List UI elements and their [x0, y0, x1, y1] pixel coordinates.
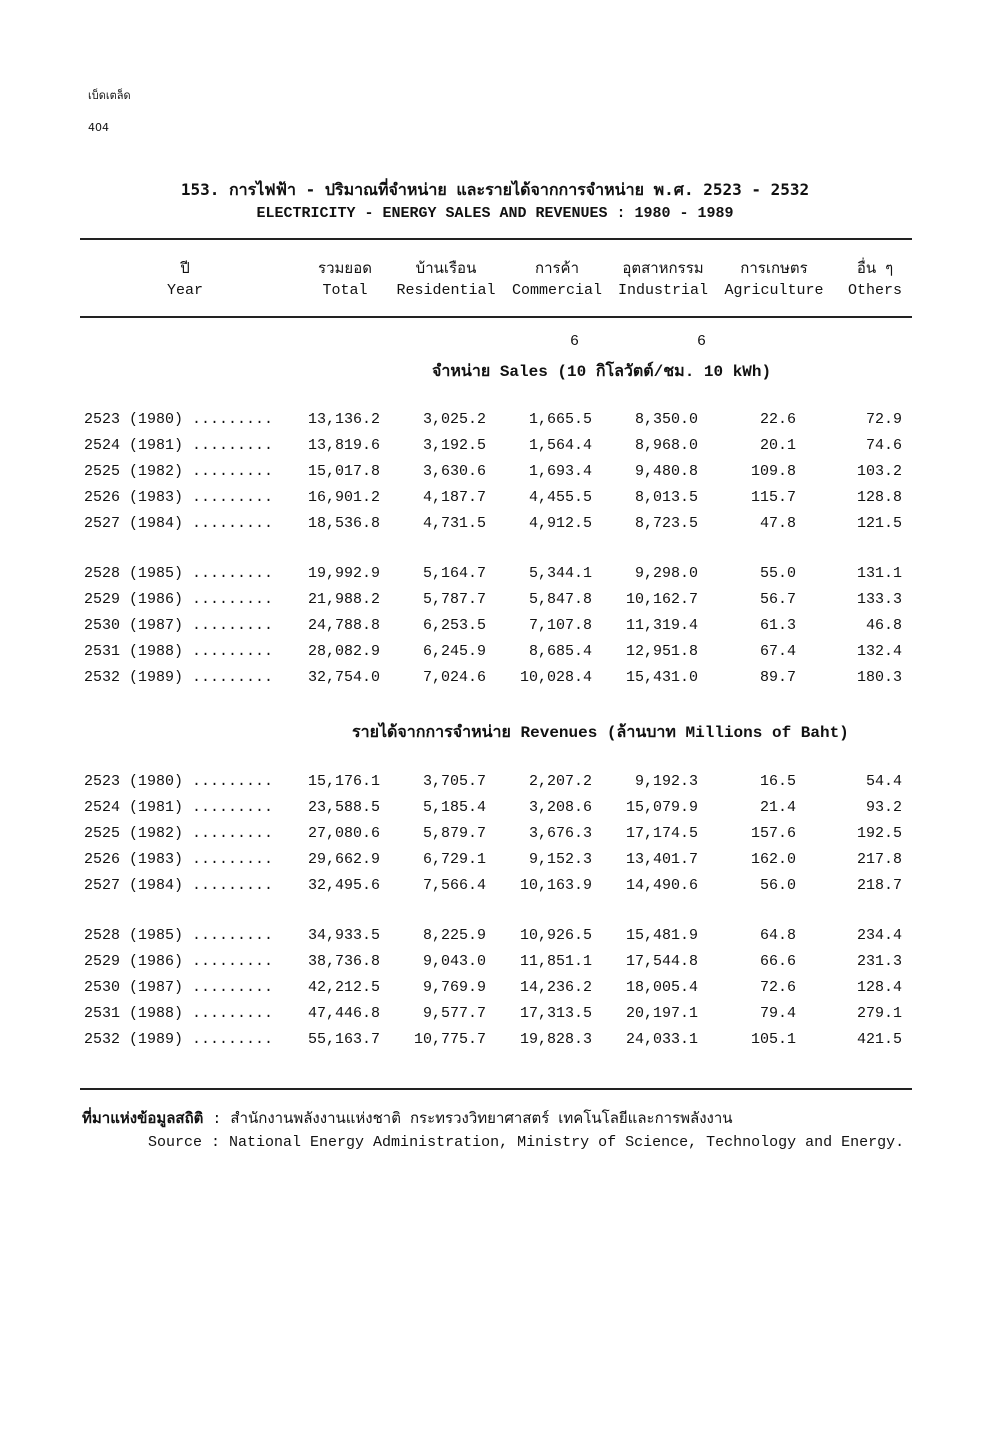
residential-cell: 5,787.7 — [422, 591, 486, 608]
year-cell: 2527 (1984) ......... — [84, 515, 274, 532]
agriculture-cell: 105.1 — [750, 1031, 796, 1048]
others-cell: 279.1 — [856, 1005, 902, 1022]
table-row — [0, 617, 990, 643]
industrial-cell: 14,490.6 — [625, 877, 698, 894]
agriculture-cell: 72.6 — [759, 979, 796, 996]
source-english — [148, 1134, 904, 1151]
table-row — [0, 411, 990, 437]
table-title-thai: 153. การไฟฟ้า - ปริมาณที่จำหน่าย และรายได้จากการจำหน่าย พ.ศ. 2523 - 2532 — [180, 180, 810, 199]
year-cell: 2525 (1982) ......... — [84, 825, 274, 842]
agriculture-cell: 56.7 — [759, 591, 796, 608]
table-row — [0, 437, 990, 463]
total-cell: 27,080.6 — [307, 825, 380, 842]
col-residential-th: บ้านเรือน — [415, 261, 477, 278]
agriculture-cell: 109.8 — [750, 463, 796, 480]
commercial-cell: 17,313.5 — [519, 1005, 592, 1022]
table-row — [0, 825, 990, 851]
year-cell: 2530 (1987) ......... — [84, 979, 274, 996]
total-cell: 21,988.2 — [307, 591, 380, 608]
bottom-rule — [80, 1088, 912, 1090]
commercial-cell: 1,665.5 — [528, 411, 592, 428]
col-year-th: ปี — [180, 261, 190, 278]
commercial-cell: 3,208.6 — [528, 799, 592, 816]
source-text-thai: : สำนักงานพลังงานแห่งชาติ กระทรวงวิทยาศาสตร์ เทคโนโลยีและการพลังงาน — [212, 1111, 733, 1128]
year-cell: 2528 (1985) ......... — [84, 927, 274, 944]
table-title-english: ELECTRICITY - ENERGY SALES AND REVENUES : 1980 - 1989 — [256, 205, 734, 222]
year-cell: 2526 (1983) ......... — [84, 489, 274, 506]
residential-cell: 8,225.9 — [422, 927, 486, 944]
table-row — [0, 489, 990, 515]
agriculture-cell: 21.4 — [759, 799, 796, 816]
others-cell: 192.5 — [856, 825, 902, 842]
commercial-cell: 10,028.4 — [519, 669, 592, 686]
year-cell: 2528 (1985) ......... — [84, 565, 274, 582]
year-cell: 2531 (1988) ......... — [84, 1005, 274, 1022]
others-cell: 93.2 — [865, 799, 902, 816]
table-row — [0, 643, 990, 669]
residential-cell: 6,729.1 — [422, 851, 486, 868]
residential-cell: 5,879.7 — [422, 825, 486, 842]
industrial-cell: 17,544.8 — [625, 953, 698, 970]
others-cell: 74.6 — [865, 437, 902, 454]
commercial-cell: 4,455.5 — [528, 489, 592, 506]
agriculture-cell: 162.0 — [750, 851, 796, 868]
residential-cell: 5,164.7 — [422, 565, 486, 582]
table-row — [0, 1005, 990, 1031]
residential-cell: 9,577.7 — [422, 1005, 486, 1022]
agriculture-cell: 61.3 — [759, 617, 796, 634]
col-agriculture-en: Agriculture — [724, 282, 824, 299]
others-cell: 46.8 — [865, 617, 902, 634]
year-cell: 2532 (1989) ......... — [84, 1031, 274, 1048]
commercial-cell: 9,152.3 — [528, 851, 592, 868]
industrial-cell: 11,319.4 — [625, 617, 698, 634]
table-row — [0, 669, 990, 695]
col-agriculture-th: การเกษตร — [740, 261, 808, 278]
year-cell: 2531 (1988) ......... — [84, 643, 274, 660]
agriculture-cell: 16.5 — [759, 773, 796, 790]
revenues-heading-thai: รายได้จากการจำหน่าย — [352, 724, 511, 742]
table-row — [0, 877, 990, 903]
total-cell: 38,736.8 — [307, 953, 380, 970]
residential-cell: 10,775.7 — [413, 1031, 486, 1048]
agriculture-cell: 20.1 — [759, 437, 796, 454]
residential-cell: 3,705.7 — [422, 773, 486, 790]
commercial-cell: 8,685.4 — [528, 643, 592, 660]
agriculture-cell: 89.7 — [759, 669, 796, 686]
agriculture-cell: 55.0 — [759, 565, 796, 582]
running-title: เบ็ดเตล็ด — [88, 89, 131, 102]
agriculture-cell: 64.8 — [759, 927, 796, 944]
residential-cell: 3,192.5 — [422, 437, 486, 454]
col-total-en: Total — [322, 282, 368, 299]
residential-cell: 9,769.9 — [422, 979, 486, 996]
total-cell: 47,446.8 — [307, 1005, 380, 1022]
total-cell: 32,495.6 — [307, 877, 380, 894]
year-cell: 2525 (1982) ......... — [84, 463, 274, 480]
total-cell: 13,136.2 — [307, 411, 380, 428]
table-row — [0, 799, 990, 825]
others-cell: 421.5 — [856, 1031, 902, 1048]
industrial-cell: 9,480.8 — [634, 463, 698, 480]
others-cell: 180.3 — [856, 669, 902, 686]
residential-cell: 9,043.0 — [422, 953, 486, 970]
commercial-cell: 14,236.2 — [519, 979, 592, 996]
residential-cell: 5,185.4 — [422, 799, 486, 816]
table-row — [0, 1031, 990, 1057]
sales-exponent-2: 6 — [697, 333, 707, 350]
residential-cell: 6,253.5 — [422, 617, 486, 634]
others-cell: 131.1 — [856, 565, 902, 582]
sales-heading-english: Sales (10 กิโลวัตต์/ชม. 10 kWh) — [499, 363, 772, 381]
source-label-english: Source — [148, 1134, 203, 1151]
industrial-cell: 18,005.4 — [625, 979, 698, 996]
year-cell: 2529 (1986) ......... — [84, 591, 274, 608]
year-cell: 2527 (1984) ......... — [84, 877, 274, 894]
commercial-cell: 11,851.1 — [519, 953, 592, 970]
industrial-cell: 15,431.0 — [625, 669, 698, 686]
table-row — [0, 851, 990, 877]
total-cell: 23,588.5 — [307, 799, 380, 816]
total-cell: 28,082.9 — [307, 643, 380, 660]
year-cell: 2529 (1986) ......... — [84, 953, 274, 970]
industrial-cell: 15,481.9 — [625, 927, 698, 944]
table-row — [0, 773, 990, 799]
column-header-row — [0, 256, 990, 306]
table-row — [0, 515, 990, 541]
commercial-cell: 10,926.5 — [519, 927, 592, 944]
top-rule — [80, 238, 912, 240]
others-cell: 103.2 — [856, 463, 902, 480]
table-row — [0, 927, 990, 953]
industrial-cell: 15,079.9 — [625, 799, 698, 816]
total-cell: 32,754.0 — [307, 669, 380, 686]
industrial-cell: 9,192.3 — [634, 773, 698, 790]
industrial-cell: 8,723.5 — [634, 515, 698, 532]
residential-cell: 3,630.6 — [422, 463, 486, 480]
residential-cell: 4,731.5 — [422, 515, 486, 532]
others-cell: 72.9 — [865, 411, 902, 428]
header-rule — [80, 316, 912, 318]
total-cell: 55,163.7 — [307, 1031, 380, 1048]
table-row — [0, 979, 990, 1005]
commercial-cell: 4,912.5 — [528, 515, 592, 532]
year-cell: 2532 (1989) ......... — [84, 669, 274, 686]
year-cell: 2524 (1981) ......... — [84, 437, 274, 454]
commercial-cell: 2,207.2 — [528, 773, 592, 790]
others-cell: 132.4 — [856, 643, 902, 660]
agriculture-cell: 66.6 — [759, 953, 796, 970]
commercial-cell: 19,828.3 — [519, 1031, 592, 1048]
year-cell: 2523 (1980) ......... — [84, 773, 274, 790]
col-commercial-th: การค้า — [534, 261, 580, 278]
others-cell: 234.4 — [856, 927, 902, 944]
total-cell: 34,933.5 — [307, 927, 380, 944]
total-cell: 15,176.1 — [307, 773, 380, 790]
revenues-heading-english: Revenues (ล้านบาท Millions of Baht) — [520, 724, 849, 742]
others-cell: 231.3 — [856, 953, 902, 970]
col-year-en: Year — [166, 282, 203, 299]
industrial-cell: 8,350.0 — [634, 411, 698, 428]
industrial-cell: 13,401.7 — [625, 851, 698, 868]
residential-cell: 6,245.9 — [422, 643, 486, 660]
commercial-cell: 1,693.4 — [528, 463, 592, 480]
agriculture-cell: 22.6 — [759, 411, 796, 428]
commercial-cell: 7,107.8 — [528, 617, 592, 634]
sales-exponent-1: 6 — [570, 333, 580, 350]
col-residential-en: Residential — [396, 282, 496, 299]
industrial-cell: 12,951.8 — [625, 643, 698, 660]
source-thai — [82, 1106, 733, 1130]
source-label-thai: ที่มาแห่งข้อมูลสถิติ — [82, 1111, 204, 1128]
sales-heading — [432, 359, 771, 384]
col-others-en: Others — [847, 282, 902, 299]
commercial-cell: 5,344.1 — [528, 565, 592, 582]
residential-cell: 7,024.6 — [422, 669, 486, 686]
table-row — [0, 463, 990, 489]
others-cell: 128.8 — [856, 489, 902, 506]
industrial-cell: 20,197.1 — [625, 1005, 698, 1022]
table-row — [0, 565, 990, 591]
others-cell: 128.4 — [856, 979, 902, 996]
total-cell: 15,017.8 — [307, 463, 380, 480]
year-cell: 2526 (1983) ......... — [84, 851, 274, 868]
total-cell: 13,819.6 — [307, 437, 380, 454]
others-cell: 54.4 — [865, 773, 902, 790]
year-cell: 2523 (1980) ......... — [84, 411, 274, 428]
others-cell: 217.8 — [856, 851, 902, 868]
sales-heading-thai: จำหน่าย — [432, 363, 491, 381]
industrial-cell: 8,013.5 — [634, 489, 698, 506]
page-number: 404 — [88, 121, 109, 134]
total-cell: 19,992.9 — [307, 565, 380, 582]
industrial-cell: 17,174.5 — [625, 825, 698, 842]
others-cell: 218.7 — [856, 877, 902, 894]
col-others-th: อื่น ๆ — [856, 261, 894, 278]
year-cell: 2524 (1981) ......... — [84, 799, 274, 816]
industrial-cell: 8,968.0 — [634, 437, 698, 454]
col-total-th: รวมยอด — [318, 261, 372, 278]
industrial-cell: 10,162.7 — [625, 591, 698, 608]
agriculture-cell: 56.0 — [759, 877, 796, 894]
total-cell: 18,536.8 — [307, 515, 380, 532]
industrial-cell: 24,033.1 — [625, 1031, 698, 1048]
others-cell: 133.3 — [856, 591, 902, 608]
others-cell: 121.5 — [856, 515, 902, 532]
total-cell: 42,212.5 — [307, 979, 380, 996]
year-cell: 2530 (1987) ......... — [84, 617, 274, 634]
revenues-heading — [352, 720, 849, 745]
table-row — [0, 953, 990, 979]
total-cell: 16,901.2 — [307, 489, 380, 506]
col-commercial-en: Commercial — [511, 282, 602, 299]
agriculture-cell: 79.4 — [759, 1005, 796, 1022]
residential-cell: 4,187.7 — [422, 489, 486, 506]
col-industrial-th: อุตสาหกรรม — [622, 261, 704, 278]
commercial-cell: 3,676.3 — [528, 825, 592, 842]
commercial-cell: 10,163.9 — [519, 877, 592, 894]
col-industrial-en: Industrial — [617, 282, 708, 299]
agriculture-cell: 157.6 — [750, 825, 796, 842]
table-row — [0, 591, 990, 617]
residential-cell: 3,025.2 — [422, 411, 486, 428]
commercial-cell: 5,847.8 — [528, 591, 592, 608]
source-text-english: : National Energy Administration, Ministry of Science, Technology and Energy. — [211, 1134, 905, 1151]
total-cell: 29,662.9 — [307, 851, 380, 868]
residential-cell: 7,566.4 — [422, 877, 486, 894]
agriculture-cell: 47.8 — [759, 515, 796, 532]
commercial-cell: 1,564.4 — [528, 437, 592, 454]
agriculture-cell: 115.7 — [750, 489, 796, 506]
industrial-cell: 9,298.0 — [634, 565, 698, 582]
agriculture-cell: 67.4 — [759, 643, 796, 660]
total-cell: 24,788.8 — [307, 617, 380, 634]
